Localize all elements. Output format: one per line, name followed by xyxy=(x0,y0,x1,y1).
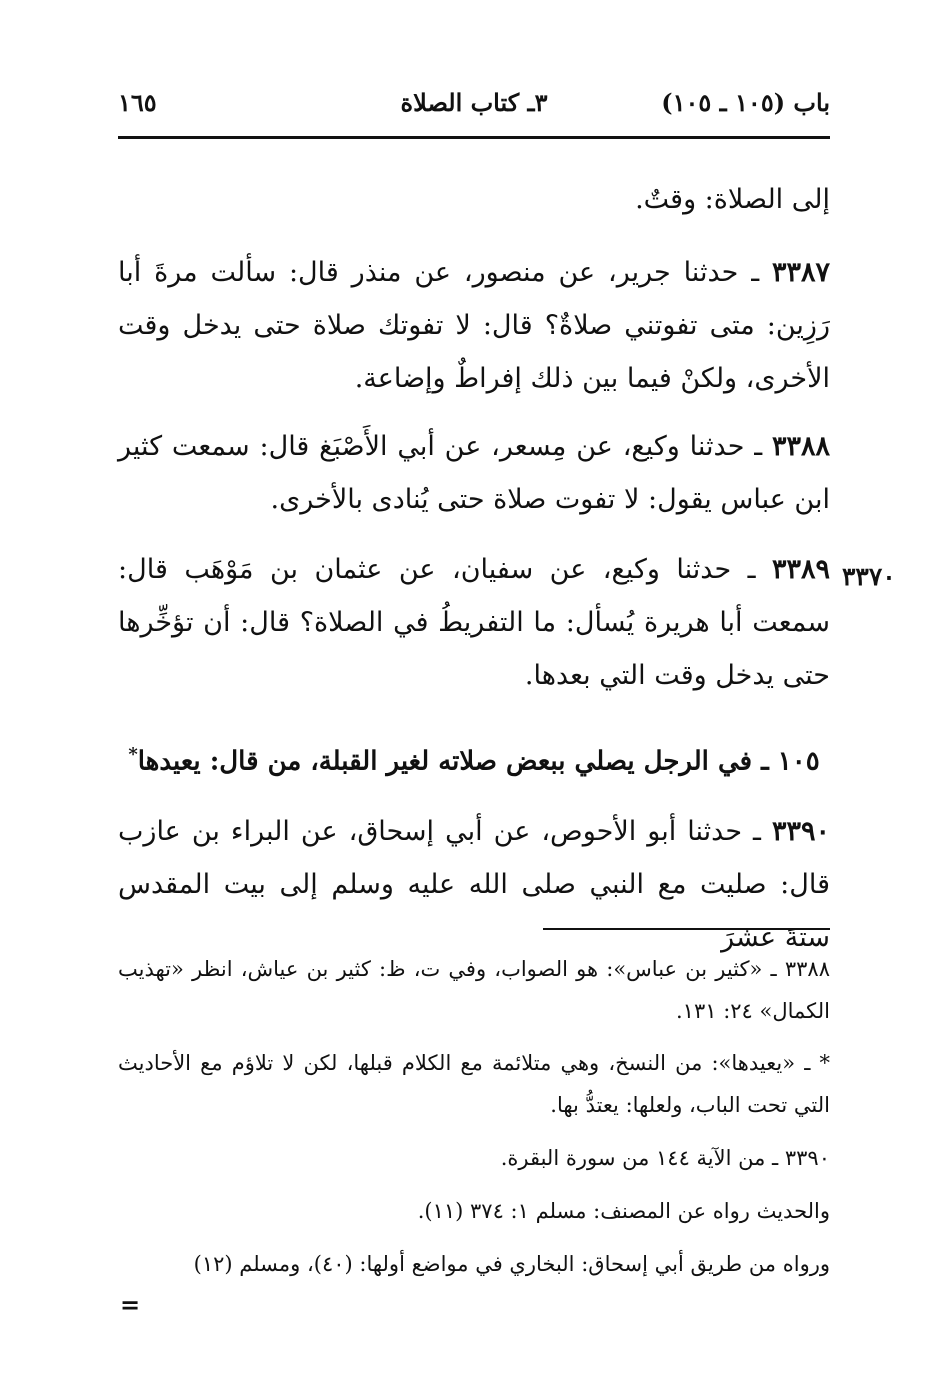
hadith-number: ٣٣٨٩ xyxy=(771,554,830,585)
footnote-2: * ـ «يعيدها»: من النسخ، وهي متلائمة مع الكلام قبلها، لكن لا تلاؤم مع الأحاديث التي تحت الباب، ولعلها: يعتدُّ بها. xyxy=(118,1051,830,1117)
hadith-text: ـ حدثنا أبو الأحوص، عن أبي إسحاق، عن البراء بن عازب قال: صليت مع النبي صلى الله عليه وسلم إلى بيت المقدس ستةَ عشرَ xyxy=(118,816,830,953)
footnote-separator xyxy=(543,928,830,930)
side-number: ٣٣٧٠ xyxy=(842,562,896,591)
continuation-line xyxy=(118,173,830,226)
hadith-3390 xyxy=(118,805,830,964)
heading-footnote-marker: * xyxy=(128,744,138,765)
hadith-number: ٣٣٨٨ xyxy=(771,431,830,462)
chapter-heading-text: ١٠٥ ـ في الرجل يصلي ببعض صلاته لغير القبلة، من قال: يعيدها xyxy=(137,746,820,777)
hadith-3389 xyxy=(118,543,830,702)
footnote-5: ورواه من طريق أبي إسحاق: البخاري في مواضع أولها: (٤٠)، ومسلم (١٢) xyxy=(193,1252,830,1276)
hadith-number: ٣٣٨٧ xyxy=(771,257,830,288)
continuation-text: إلى الصلاة: وقتٌ. xyxy=(635,184,830,215)
hadith-number: ٣٣٩٠ xyxy=(771,816,830,847)
footnote-1: ٣٣٨٨ ـ «كثير بن عباس»: هو الصواب، وفي ت، ظ: كثير بن عياش، انظر «تهذيب الكمال» ٢٤: ١٣١. xyxy=(118,957,830,1023)
footnote-3: ٣٣٩٠ ـ من الآية ١٤٤ من سورة البقرة. xyxy=(500,1146,830,1170)
hadith-text: ـ حدثنا وكيع، عن مِسعر، عن أبي الأَصْبَغ قال: سمعت كثير ابن عباس يقول: لا تفوت صلاة حتى يُنادى بالأخرى. xyxy=(118,431,830,515)
page-number: ١٦٥ xyxy=(118,88,157,117)
hadith-text: ـ حدثنا جرير، عن منصور، عن منذر قال: سألت مرةَ أبا رَزِين: متى تفوتني صلاةٌ؟ قال: لا تفوتك صلاة حتى يدخل وقت الأخرى، ولكنْ فيما بين ذلك إفراطٌ وإضاعة. xyxy=(118,257,830,394)
chapter-heading xyxy=(118,730,830,787)
hadith-text: ـ حدثنا وكيع، عن سفيان، عن عثمان بن مَوْهَب قال: سمعت أبا هريرة يُسأل: ما التفريطُ في الصلاة؟ قال: أن تؤخِّرها حتى يدخل وقت التي بعدها. xyxy=(118,554,830,691)
hadith-3387 xyxy=(118,246,830,405)
header-rule xyxy=(118,136,830,139)
header-book-title: ٣ـ كتاب الصلاة xyxy=(400,88,548,117)
footnote-4: والحديث رواه عن المصنف: مسلم ١: ٣٧٤ (١١). xyxy=(417,1199,830,1223)
continuation-marker: = xyxy=(120,1290,141,1319)
hadith-3388 xyxy=(118,420,830,526)
header-chapter-range: باب (١٠٥ ـ ١٠٥) xyxy=(661,88,830,117)
running-header xyxy=(118,88,830,130)
